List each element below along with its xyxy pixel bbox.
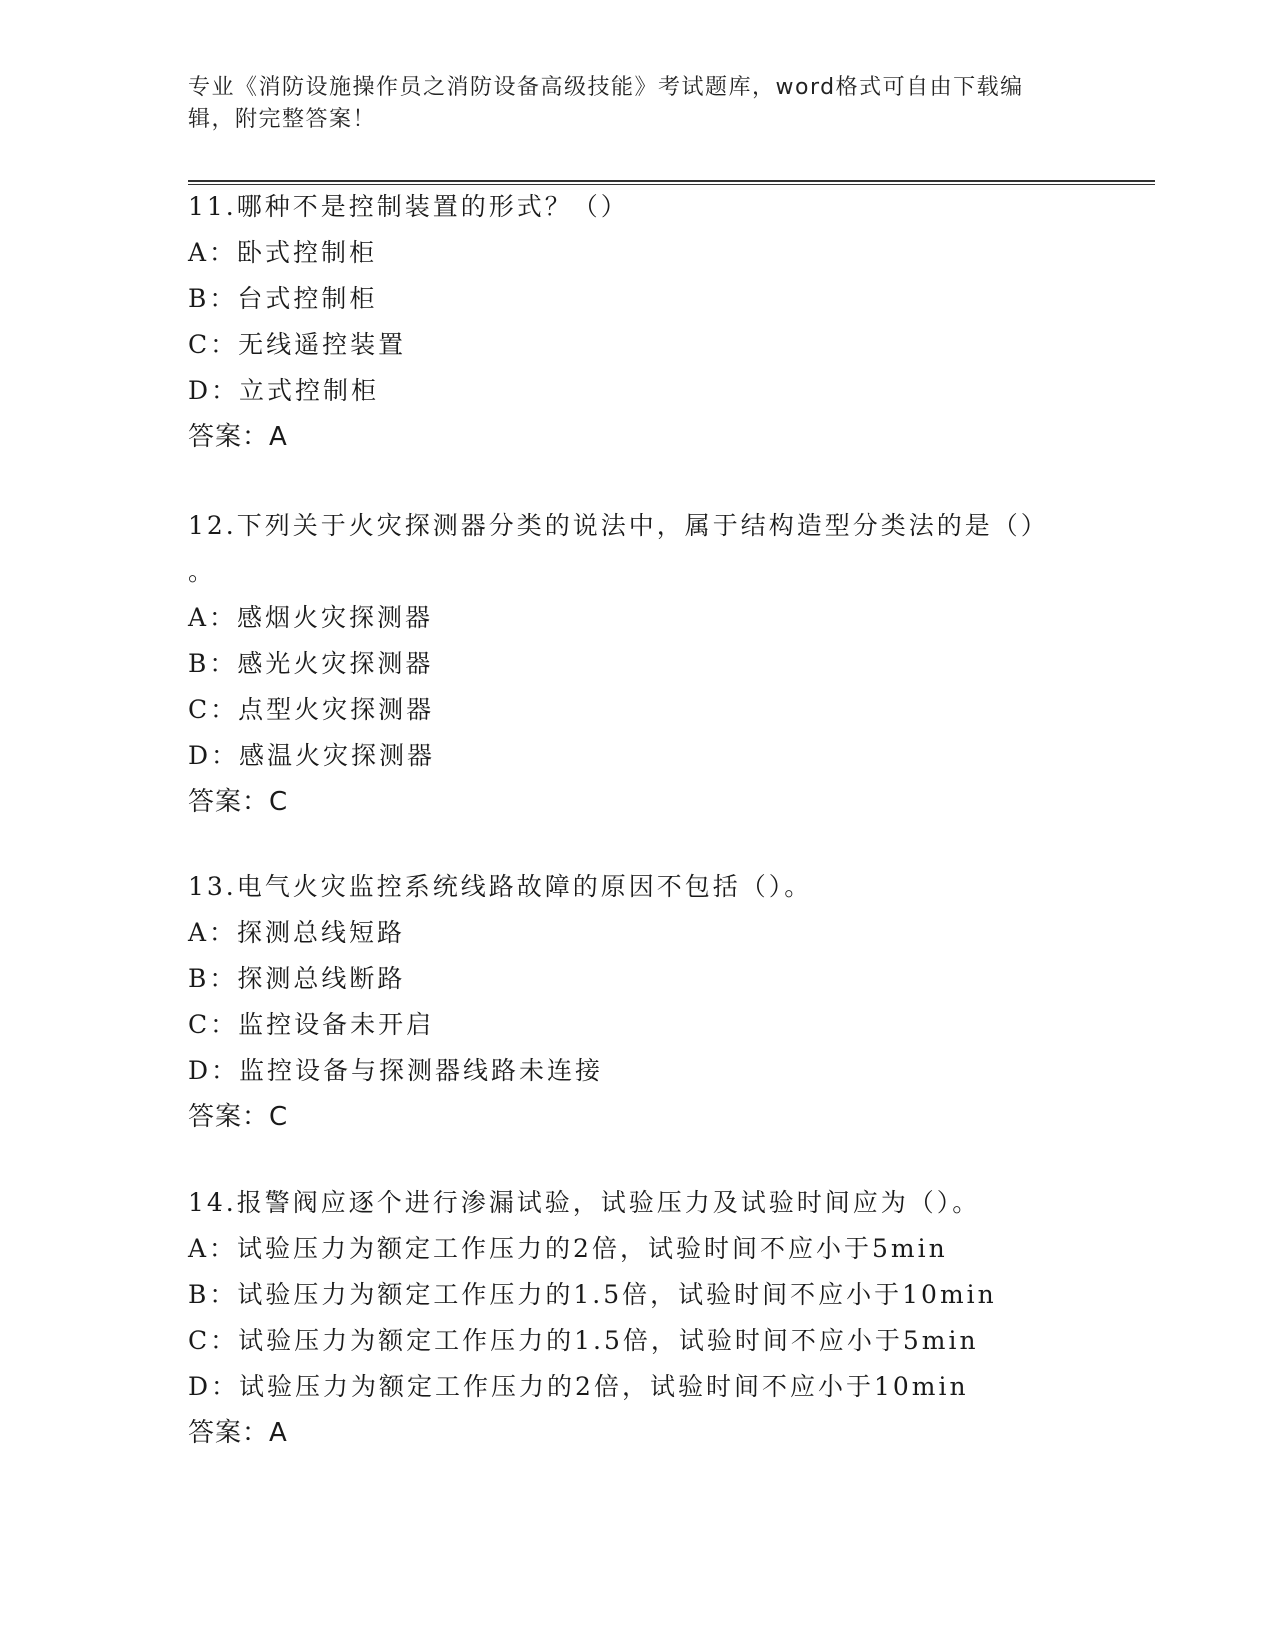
answer: 答案：A: [188, 422, 288, 452]
option-a: A：试验压力为额定工作压力的2倍，试验时间不应小于5min: [188, 1234, 948, 1263]
option-d: D：感温火灾探测器: [188, 741, 436, 770]
question-13: [188, 864, 1088, 1140]
option-d: D：立式控制柜: [188, 376, 380, 405]
option-a: A：感烟火灾探测器: [188, 603, 434, 632]
option-b: B：试验压力为额定工作压力的1.5倍，试验时间不应小于10min: [188, 1280, 997, 1309]
header-note: [188, 72, 1088, 136]
option-c: C：试验压力为额定工作压力的1.5倍，试验时间不应小于5min: [188, 1326, 979, 1355]
header-note-line1: 专业《消防设施操作员之消防设备高级技能》考试题库，word格式可自由下载编: [188, 75, 1024, 100]
option-b: B：台式控制柜: [188, 284, 378, 313]
answer: 答案：A: [188, 1418, 288, 1448]
option-d: D：监控设备与探测器线路未连接: [188, 1056, 604, 1085]
option-a: A：探测总线短路: [188, 918, 406, 947]
question-11: [188, 184, 1088, 460]
option-b: B：探测总线断路: [188, 964, 406, 993]
option-a: A：卧式控制柜: [188, 238, 378, 267]
question-stem: 12.下列关于火灾探测器分类的说法中，属于结构造型分类法的是（）: [188, 511, 1049, 540]
answer: 答案：C: [188, 787, 289, 817]
option-c: C：监控设备未开启: [188, 1010, 435, 1039]
question-14: [188, 1180, 1088, 1456]
option-b: B：感光火灾探测器: [188, 649, 434, 678]
header-note-line2: 辑，附完整答案！: [188, 107, 377, 132]
question-stem: 14.报警阀应逐个进行渗漏试验，试验压力及试验时间应为（）。: [188, 1188, 981, 1217]
answer: 答案：C: [188, 1102, 289, 1132]
question-stem: 13.电气火灾监控系统线路故障的原因不包括（）。: [188, 872, 813, 901]
option-c: C：点型火灾探测器: [188, 695, 435, 724]
question-stem-continuation: 。: [188, 557, 214, 586]
option-d: D：试验压力为额定工作压力的2倍，试验时间不应小于10min: [188, 1372, 969, 1401]
question-stem: 11.哪种不是控制装置的形式？（）: [188, 192, 629, 221]
question-12: [188, 503, 1088, 825]
option-c: C：无线遥控装置: [188, 330, 407, 359]
